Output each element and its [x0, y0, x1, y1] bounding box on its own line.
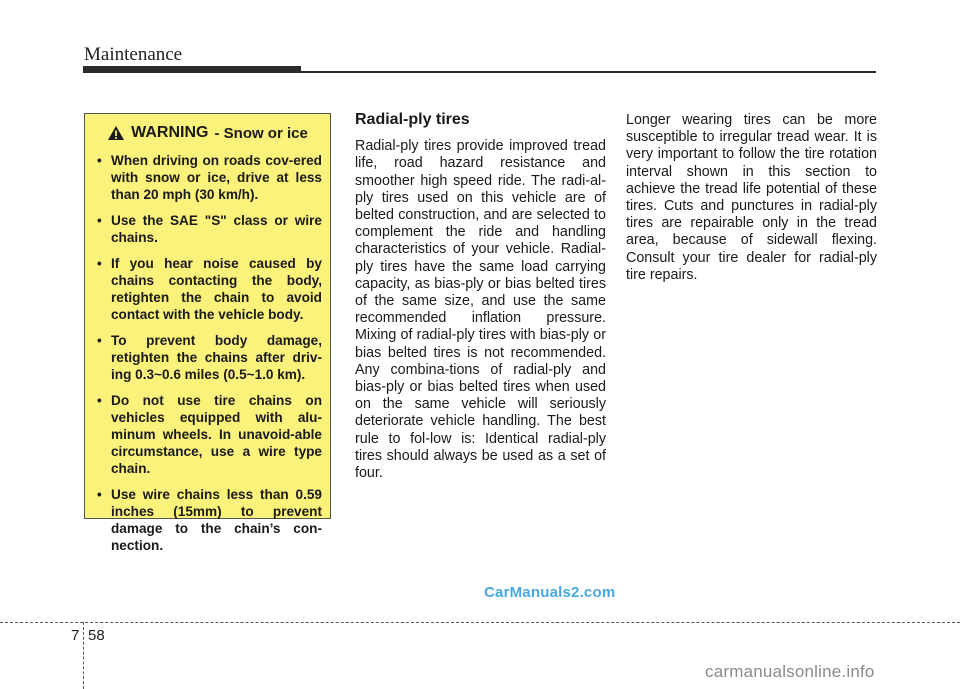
warning-item: • When driving on roads cov-ered with snow or ice, drive at less than 20 mph (30 km/h). — [93, 152, 322, 203]
warning-subtitle: - Snow or ice — [214, 124, 308, 142]
footer-divider-vertical — [83, 622, 84, 689]
header-rule-thin — [301, 71, 876, 73]
radial-ply-section — [355, 108, 606, 482]
radial-ply-body: Radial-ply tires provide improved tread life, road hazard resistance and smoother high speed ride. The radi-al-ply tires used on this vehicle are of belted construction, and are selected to complement the ride and handling characteristics of your vehicle. Radial-ply tires have the same load carrying capacity, as bias-ply or bias belted tires of the same size, and use the same recommended inflation pressure. Mixing of radial-ply tires with bias-ply or bias belted tires is not recommended. Any combina-tions of radial-ply and bias-ply or bias belted tires when used on the same vehicle will seriously deteriorate vehicle handling. The best rule to fol-low is: Identical radial-ply tires should always be used as a set of four. — [355, 138, 606, 482]
page-header-title: Maintenance — [84, 44, 183, 65]
warning-item: • Use the SAE "S" class or wire chains. — [93, 212, 322, 246]
warning-title — [93, 124, 322, 142]
warning-label: WARNING — [131, 124, 209, 141]
warning-item: • To prevent body damage, retighten the chains after driv-ing 0.3~0.6 miles (0.5~1.0 km). — [93, 332, 322, 383]
warning-item: • If you hear noise caused by chains contacting the body, retighten the chain to avoid contact with the vehicle body. — [93, 255, 322, 323]
page-number: 58 — [88, 627, 105, 644]
chapter-number: 7 — [71, 627, 80, 644]
right-column — [626, 112, 877, 284]
tire-wear-body: Longer wearing tires can be more susceptible to irregular tread wear. It is very important to follow the tire rotation interval shown in this section to achieve the tread life potential of these tires. Cuts and punctures in radial-ply tires are repairable only in the tread area, because of sidewall flexing. Consult your tire dealer for radial-ply tire repairs. — [626, 112, 877, 283]
footer-watermark-url[interactable]: carmanualsonline.info — [705, 662, 875, 681]
warning-triangle-icon — [107, 125, 125, 141]
warning-box — [84, 113, 331, 553]
footer-divider-horizontal — [0, 622, 960, 623]
section-heading: Radial-ply tires — [355, 111, 470, 128]
watermark-link[interactable]: CarManuals2.com — [484, 584, 616, 601]
header-rule-thick — [83, 66, 301, 73]
warning-list — [93, 152, 322, 554]
warning-item: • Do not use tire chains on vehicles equipped with alu-minum wheels. In unavoid-able circumstance, use a wire type chain. — [93, 392, 322, 477]
warning-item: • Use wire chains less than 0.59 inches (15mm) to prevent damage to the chain’s con-nection. — [93, 486, 322, 554]
